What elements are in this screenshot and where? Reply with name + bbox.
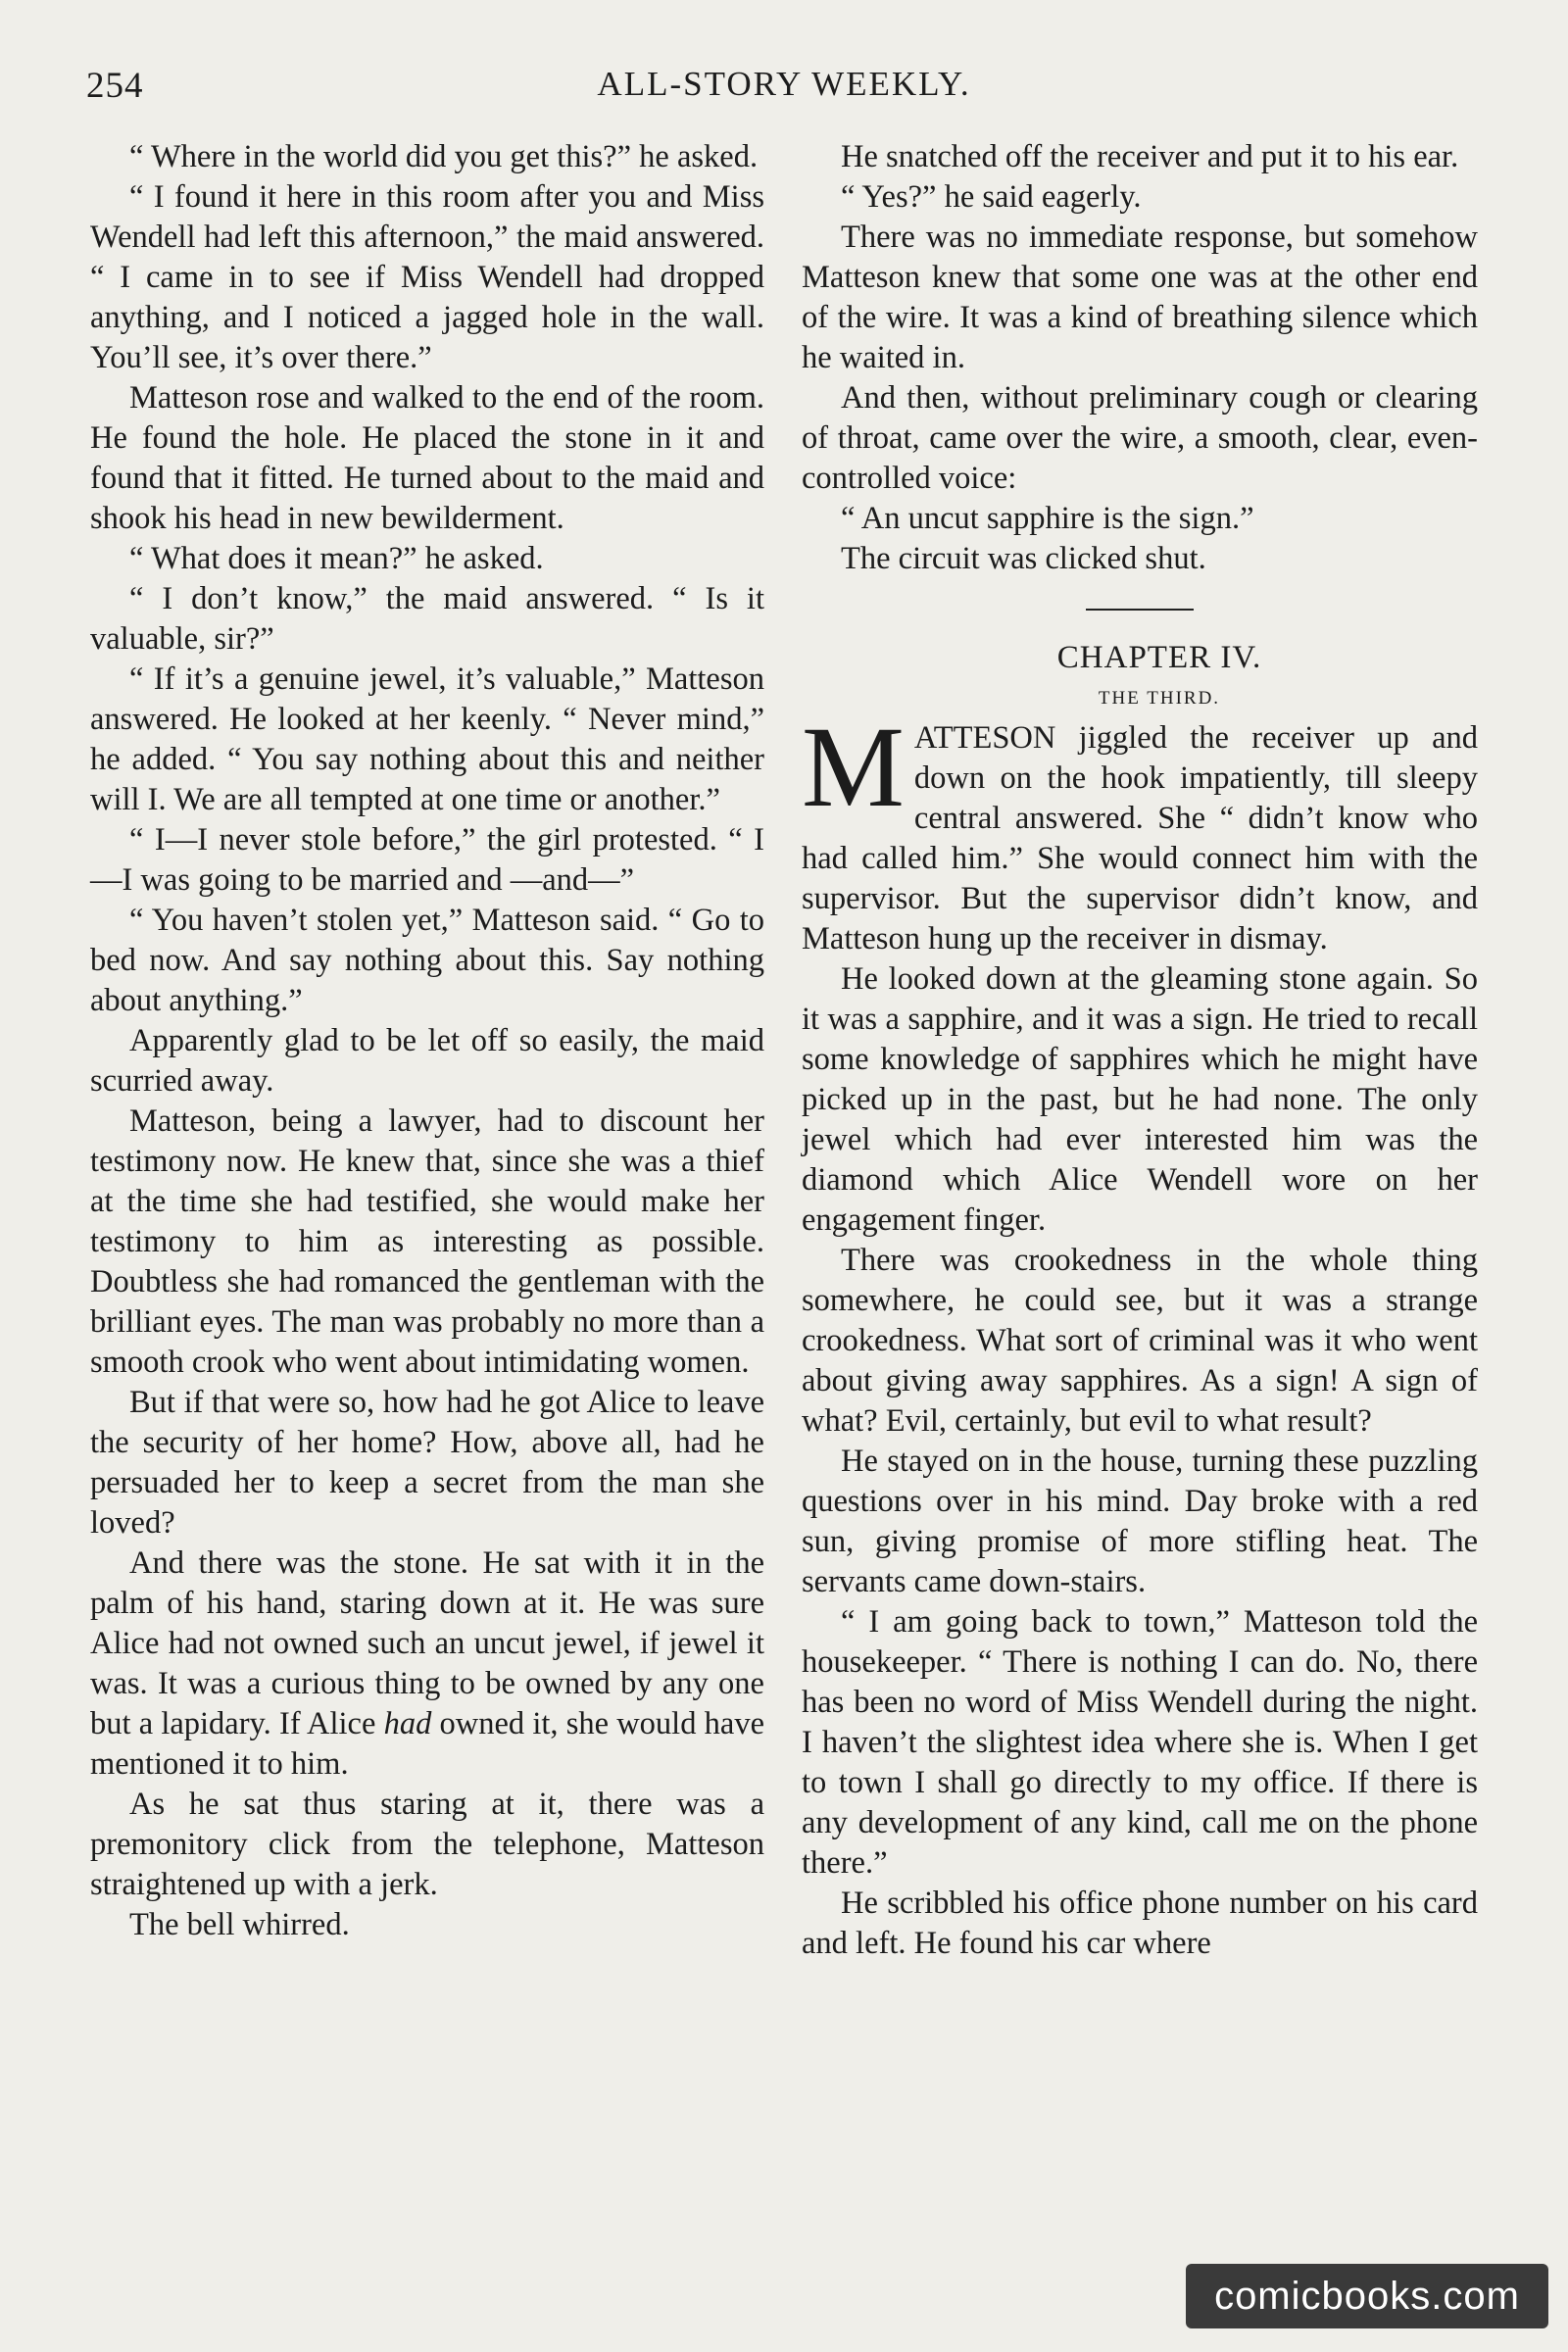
paragraph: The bell whirred. bbox=[129, 1907, 350, 1942]
paragraph: Matteson rose and walked to the end of the room. He found the hole. He placed the stone in it and found that it fitted. He turned about to the maid and shook his head in new bewilderment. bbox=[90, 380, 764, 536]
paragraph: There was crookedness in the whole thing somewhere, he could see, but it was a strange crookedness. What sort of criminal was it who went about giving away sapphires. As a sign! A sign of what? Evil, certainly, but evil to what result? bbox=[802, 1243, 1478, 1439]
paragraph: “ You haven’t stolen yet,” Matteson said. “ Go to bed now. And say nothing about this. Say nothing about anything.” bbox=[90, 903, 764, 1018]
paragraph: “ An uncut sapphire is the sign.” bbox=[841, 501, 1254, 536]
emphasis-text: had bbox=[383, 1706, 432, 1741]
paragraph: He looked down at the gleaming stone again. So it was a sapphire, and it was a sign. He tried to recall some knowledge of sapphires which he might have picked up in the past, but he had none. The only jewel which had ever interested him was the diamond which Alice Wendell wore on her engagement finger. bbox=[802, 961, 1478, 1238]
paragraph: He scribbled his office phone number on his card and left. He found his car where bbox=[802, 1886, 1478, 1961]
chapter-opening-paragraph bbox=[802, 703, 1478, 959]
chapter-title: CHAPTER IV. bbox=[1056, 640, 1262, 675]
paragraph-text: owned it, she would have mentioned it to him. bbox=[90, 1706, 764, 1782]
paragraph: But if that were so, how had he got Alice to leave the security of her home? How, above all, had he persuaded her to keep a secret from the man she loved? bbox=[90, 1385, 764, 1541]
paragraph: “ I am going back to town,” Matteson told the housekeeper. “ There is nothing I can do. No, there has been no word of Miss Wendell during the night. I haven’t the slightest idea where she is. When I get to town I shall go directly to my office. If there is any development of any kind, call me on the phone there.” bbox=[802, 1604, 1478, 1881]
paragraph: The circuit was clicked shut. bbox=[841, 541, 1206, 576]
paragraph-text: And there was the stone. He sat with it in the palm of his hand, staring down at it. He was sure Alice had not owned such an uncut jewel, if jewel it was. It was a curious thing to be owned by any one but a lapidary. bbox=[90, 1545, 764, 1741]
paragraph: “ Where in the world did you get this?” he asked. bbox=[129, 139, 759, 174]
paragraph-text: ATTESON jiggled the receiver up and down on the hook impatiently, till sleepy central answered. She “ didn’t know who had called him.” She would connect him with the supervisor. But the supervisor didn’t know, and Matteson hung up the receiver in dismay. bbox=[802, 720, 1478, 956]
site-watermark: comicbooks.com bbox=[1186, 2264, 1548, 2328]
paragraph: “ What does it mean?” he asked. bbox=[129, 541, 544, 576]
drop-cap: M bbox=[802, 703, 905, 831]
left-column bbox=[90, 137, 764, 1945]
paragraph-text: If Alice bbox=[279, 1706, 384, 1741]
paragraph bbox=[90, 1544, 764, 1785]
paragraph: “ I found it here in this room after you and Miss Wendell had left this afternoon,” the maid answered. “ I came in to see if Miss Wendell had dropped anything, and I noticed a jagged hole in the wall. You’ll see, it’s over there.” bbox=[90, 179, 764, 375]
chapter-subtitle: THE THIRD. bbox=[1098, 688, 1221, 709]
running-head: ALL-STORY WEEKLY. bbox=[597, 65, 971, 103]
paragraph: He stayed on in the house, turning these puzzling questions over in his mind. Day broke with a red sun, giving promise of more stifling heat. The servants came down-stairs. bbox=[802, 1444, 1478, 1599]
paragraph: As he sat thus staring at it, there was a premonitory click from the telephone, Matteson straightened up with a jerk. bbox=[90, 1787, 764, 1902]
right-column bbox=[802, 137, 1478, 1964]
paragraph: “ Yes?” he said eagerly. bbox=[841, 179, 1142, 215]
page-number: 254 bbox=[86, 66, 144, 106]
section-divider bbox=[1086, 609, 1194, 611]
paragraph: There was no immediate response, but somehow Matteson knew that some one was at the other end of the wire. It was a kind of breathing silence which he waited in. bbox=[802, 220, 1478, 375]
paragraph: “ If it’s a genuine jewel, it’s valuable,” Matteson answered. He looked at her keenly. “ Never mind,” he added. “ You say nothing about this and neither will I. We are all tempted at one time or another.” bbox=[90, 662, 764, 817]
paragraph: Matteson, being a lawyer, had to discount her testimony now. He knew that, since she was a thief at the time she had testified, she would make her testimony to him as interesting as possible. Doubtless she had romanced the gentleman with the brilliant eyes. The man was probably no more than a smooth crook who went about intimidating women. bbox=[90, 1103, 764, 1380]
paragraph: “ I—I never stole before,” the girl protested. “ I—I was going to be married and —and—” bbox=[90, 822, 764, 898]
paragraph: And then, without preliminary cough or clearing of throat, came over the wire, a smooth, clear, even-controlled voice: bbox=[802, 380, 1478, 496]
paragraph: He snatched off the receiver and put it to his ear. bbox=[841, 139, 1459, 174]
paragraph: Apparently glad to be let off so easily, the maid scurried away. bbox=[90, 1023, 764, 1099]
paragraph: “ I don’t know,” the maid answered. “ Is it valuable, sir?” bbox=[90, 581, 764, 657]
